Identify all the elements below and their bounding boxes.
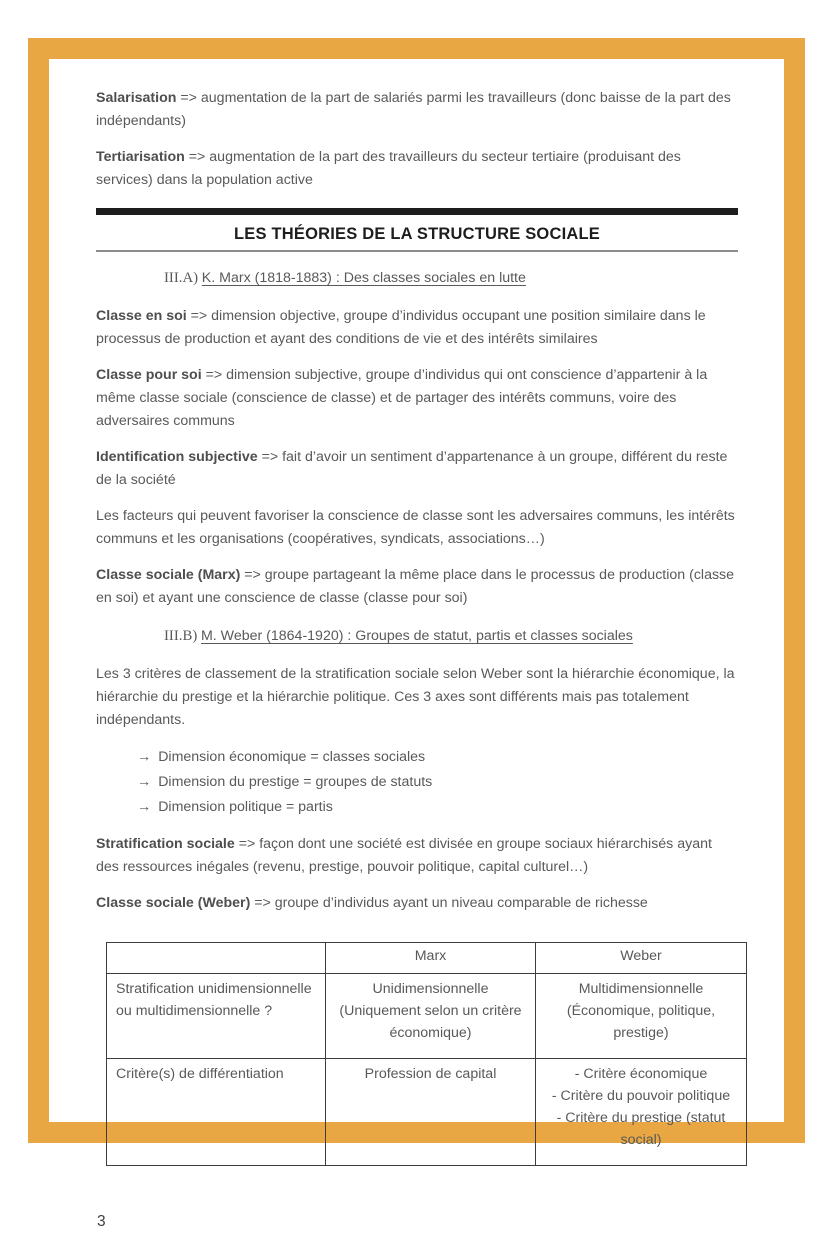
section-title: LES THÉORIES DE LA STRUCTURE SOCIALE xyxy=(234,225,600,243)
title-top-bar xyxy=(96,208,738,215)
definition-term: Stratification sociale xyxy=(96,836,235,852)
subheading-prefix: III.B) xyxy=(164,628,201,644)
definition-term: Classe en soi xyxy=(96,308,187,324)
table-cell-weber: - Critère économique - Critère du pouvoir politique - Critère du prestige (statut social) xyxy=(536,1059,747,1166)
definition-text: => augmentation de la part des travailleurs du secteur tertiaire (produisant des services) dans la population active xyxy=(96,149,681,188)
definition-identification-subjective xyxy=(96,446,738,492)
table-cell-marx: Profession de capital xyxy=(326,1059,536,1166)
definition-classe-pour-soi xyxy=(96,364,738,433)
definition-term: Classe sociale (Weber) xyxy=(96,895,251,911)
definition-text: => groupe partageant la même place dans le processus de production (classe en soi) et ayant une conscience de classe (classe pour soi) xyxy=(96,567,735,606)
page-border-frame xyxy=(28,38,805,1230)
subheading-title: M. Weber (1864-1920) : Groupes de statut, partis et classes sociales xyxy=(200,628,633,644)
page-content xyxy=(49,59,784,1233)
paragraph-facteurs: Les facteurs qui peuvent favoriser la conscience de classe sont les adversaires communs, les intérêts communs et les organisations (coopératives, syndicats, associations…) xyxy=(96,508,735,547)
list-item-text: Dimension du prestige = groupes de statuts xyxy=(158,774,433,790)
right-arrow-icon: → xyxy=(137,749,152,765)
list-item xyxy=(137,745,738,770)
page-number: 3 xyxy=(97,1213,106,1230)
definition-classe-en-soi xyxy=(96,305,738,351)
definition-text: => fait d’avoir un sentiment d’appartenance à un groupe, différent du reste de la société xyxy=(96,449,728,488)
subheading-marx xyxy=(164,267,738,290)
table-cell-marx: Unidimensionnelle (Uniquement selon un critère économique) xyxy=(326,974,536,1059)
definition-term: Tertiarisation xyxy=(96,149,185,165)
section-title-block xyxy=(96,208,738,252)
table-header-weber: Weber xyxy=(536,943,747,974)
definition-text: => dimension objective, groupe d’individus occupant une position similaire dans le processus de production et ayant des conditions de vie et des intérêts similaires xyxy=(96,308,706,347)
definition-classe-sociale-marx xyxy=(96,564,738,610)
list-item-text: Dimension économique = classes sociales xyxy=(158,749,426,765)
weber-dimensions-list xyxy=(137,745,738,820)
definition-term: Classe pour soi xyxy=(96,367,202,383)
table-row xyxy=(107,974,747,1059)
comparison-table xyxy=(106,942,747,1166)
definition-text: => groupe d’individus ayant un niveau comparable de richesse xyxy=(250,895,648,911)
definition-term: Classe sociale (Marx) xyxy=(96,567,241,583)
table-cell-weber: Multidimensionnelle (Économique, politique, prestige) xyxy=(536,974,747,1059)
right-arrow-icon: → xyxy=(137,799,152,815)
definition-salarisation xyxy=(96,87,738,133)
definition-term: Identification subjective xyxy=(96,449,258,465)
table-header-empty xyxy=(107,943,326,974)
subheading-weber xyxy=(164,625,738,648)
definition-text: => augmentation de la part de salariés parmi les travailleurs (donc baisse de la part des indépendants) xyxy=(96,90,731,129)
table-row xyxy=(107,1059,747,1166)
definition-stratification-sociale xyxy=(96,833,738,879)
paragraph-weber-criteres: Les 3 critères de classement de la stratification sociale selon Weber sont la hiérarchie économique, la hiérarchie du prestige et la hiérarchie politique. Ces 3 axes sont différents mais pas totalement indépendants. xyxy=(96,666,735,728)
subheading-prefix: III.A) xyxy=(164,270,202,286)
definition-text: => façon dont une société est divisée en groupe sociaux hiérarchisés ayant des ressources inégales (revenu, prestige, pouvoir politique, capital culturel…) xyxy=(96,836,712,875)
list-item xyxy=(137,795,738,820)
definition-text: => dimension subjective, groupe d’individus qui ont conscience d’appartenir à la même classe sociale (conscience de classe) et de partager des intérêts communs, voire des adversaires communs xyxy=(96,367,708,429)
table-header-marx: Marx xyxy=(326,943,536,974)
right-arrow-icon: → xyxy=(137,774,152,790)
list-item xyxy=(137,770,738,795)
definition-tertiarisation xyxy=(96,146,738,192)
definition-term: Salarisation xyxy=(96,90,177,106)
list-item-text: Dimension politique = partis xyxy=(158,799,333,815)
table-header-row xyxy=(107,943,747,974)
definition-classe-sociale-weber xyxy=(96,892,738,915)
subheading-title: K. Marx (1818-1883) : Des classes sociales en lutte xyxy=(201,270,526,286)
table-cell-label: Stratification unidimensionnelle ou multidimensionnelle ? xyxy=(107,974,326,1059)
table-cell-label: Critère(s) de différentiation xyxy=(107,1059,326,1166)
